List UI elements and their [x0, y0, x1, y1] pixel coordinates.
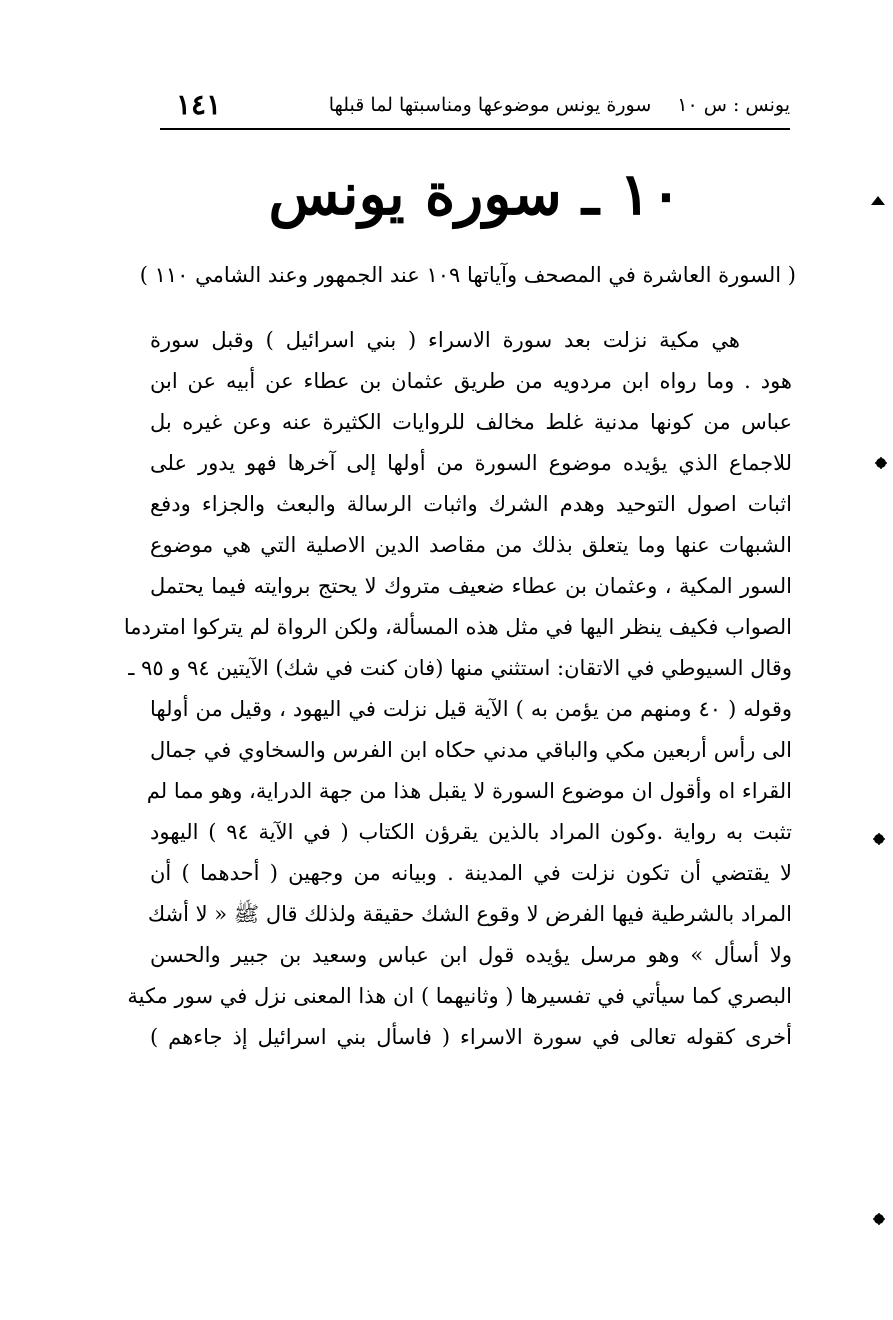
surah-subtitle: ( السورة العاشرة في المصحف وآياتها ١٠٩ عند الجمهور وعند الشامي ١١٠ ) [139, 263, 796, 287]
body-line: الى رأس أربعين مكي والباقي مدني حكاه ابن الفرس والسخاوي في جمال [150, 738, 792, 762]
margin-mark-icon [874, 456, 886, 468]
body-line: لا يقتضي أن تكون نزلت في المدينة . وبيانه من وجهين ( أحدهما ) أن [150, 861, 792, 885]
body-line: وقال السيوطي في الاتقان: استثني منها (فان كنت في شك) الآيتين ٩٤ و ٩٥ ـ [128, 656, 792, 680]
body-line: السور المكية ، وعثمان بن عطاء ضعيف متروك لا يحتج بروايته فيما يحتمل [150, 574, 792, 598]
surah-title: ١٠ ـ سورة يونس [268, 160, 682, 228]
body-line: القراء اه وأقول ان موضوع السورة لا يقبل هذا من جهة الدراية، وهو مما لم [146, 779, 792, 803]
page-number: ١٤١ [176, 88, 222, 121]
running-head-right: يونس : س ١٠ [677, 94, 790, 116]
body-line: أخرى كقوله تعالى في سورة الاسراء ( فاسأل بني اسرائيل إذ جاءهم ) [150, 1025, 792, 1049]
body-line: تثبت به رواية .وكون المراد بالذين يقرؤن الكتاب ( في الآية ٩٤ ) اليهود [150, 820, 792, 844]
body-line: عباس من كونها مدنية غلط مخالف للروايات الكثيرة عنه وعن غيره بل [150, 410, 792, 434]
body-line: للاجماع الذي يؤيده موضوع السورة من أولها إلى آخرها فهو يدور على [150, 451, 792, 475]
body-line: هي مكية نزلت بعد سورة الاسراء ( بني اسرائيل ) وقبل سورة [150, 328, 740, 352]
body-line: الشبهات عنها وما يتعلق بذلك من مقاصد الدين الاصلية التي هي موضوع [150, 533, 792, 557]
margin-mark-icon [872, 1212, 884, 1224]
body-line: ولا أسأل » وهو مرسل يؤيده قول ابن عباس وسعيد بن جبير والحسن [150, 943, 792, 967]
body-line: البصري كما سيأتي في تفسيرها ( وثانيهما ) ان هذا المعنى نزل في سور مكية [127, 984, 792, 1008]
body-line: الصواب فكيف ينظر اليها في مثل هذه المسألة، ولكن الرواة لم يتركوا امتردما [123, 615, 792, 639]
running-head-center: سورة يونس موضوعها ومناسبتها لما قبلها [328, 94, 652, 116]
body-line: المراد بالشرطية فيها الفرض لا وقوع الشك حقيقة ولذلك قال ﷺ « لا أشك [147, 902, 792, 926]
body-text [123, 320, 792, 1058]
margin-mark-icon [870, 194, 882, 206]
body-line: اثبات اصول التوحيد وهدم الشرك واثبات الرسالة والبعث والجزاء ودفع [150, 492, 792, 516]
running-head [329, 94, 790, 116]
body-line: هود . وما رواه ابن مردويه من طريق عثمان بن عطاء عن أبيه عن ابن [150, 369, 792, 393]
running-header [160, 88, 790, 130]
margin-mark-icon [872, 832, 884, 844]
body-line: وقوله ( ٤٠ ومنهم من يؤمن به ) الآية قيل نزلت في اليهود ، وقيل من أولها [150, 697, 792, 721]
